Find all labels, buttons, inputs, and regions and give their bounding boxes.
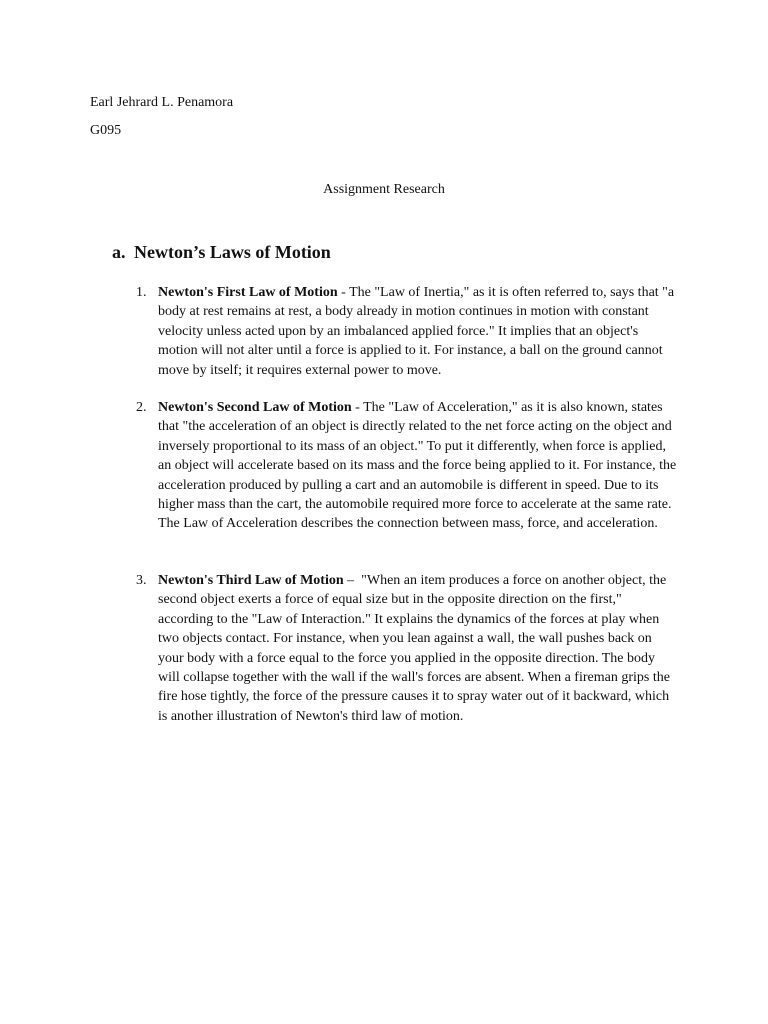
law-separator: –: [343, 573, 362, 588]
section-heading-text: Newton’s Laws of Motion: [134, 242, 331, 262]
list-item-number: 3.: [136, 573, 147, 588]
author-name: Earl Jehrard L. Penamora: [90, 95, 234, 110]
law-description: "When an item produces a force on another object, the second object exerts a force of equal size but in the opposite direction on the first," according to the "Law of Interaction." It explains the dynamics of the forces at play when two objects contact. For instance, when you lean against a wall, the wall pushes back on your body with a force equal to the force you applied in the opposite direction. The body will collapse together with the wall if the wall's forces are absent. When a fireman grips the fire hose tightly, the force of the pressure causes it to spray water out of it backward, which is another illustration of Newton's third law of motion.: [158, 573, 670, 724]
law-name: Newton's Third Law of Motion: [158, 573, 344, 588]
section-marker: a.: [112, 242, 126, 262]
list-item-number: 2.: [136, 400, 147, 415]
law-description: The "Law of Inertia," as it is often referred to, says that "a body at rest remains at rest, a body already in motion continues in motion with constant velocity unless acted upon by an imbalanced applied force." It implies that an object's motion will not alter until a force is applied to it. For instance, a ball on the ground cannot move by itself; it requires external power to move.: [158, 285, 675, 378]
student-code: G095: [90, 123, 122, 138]
document-title: Assignment Research: [323, 182, 445, 197]
list-item: [136, 283, 680, 380]
list-item: [136, 398, 680, 534]
list-item-number: 1.: [136, 285, 147, 300]
section-heading: [112, 240, 331, 264]
list-item: [136, 571, 680, 726]
law-separator: -: [351, 400, 364, 415]
law-separator: -: [337, 285, 350, 300]
law-description: The "Law of Acceleration," as it is also known, states that "the acceleration of an object is directly related to the net force acting on the object and inversely proportional to its mass of an object." To put it differently, when force is applied, an object will accelerate based on its mass and the force being applied to it. For instance, the acceleration produced by pulling a cart and an automobile is different in speed. Due to its higher mass than the cart, the automobile required more force to accelerate at the same rate. The Law of Acceleration describes the connection between mass, force, and acceleration.: [158, 400, 677, 532]
law-name: Newton's First Law of Motion: [158, 285, 338, 300]
law-name: Newton's Second Law of Motion: [158, 400, 352, 415]
